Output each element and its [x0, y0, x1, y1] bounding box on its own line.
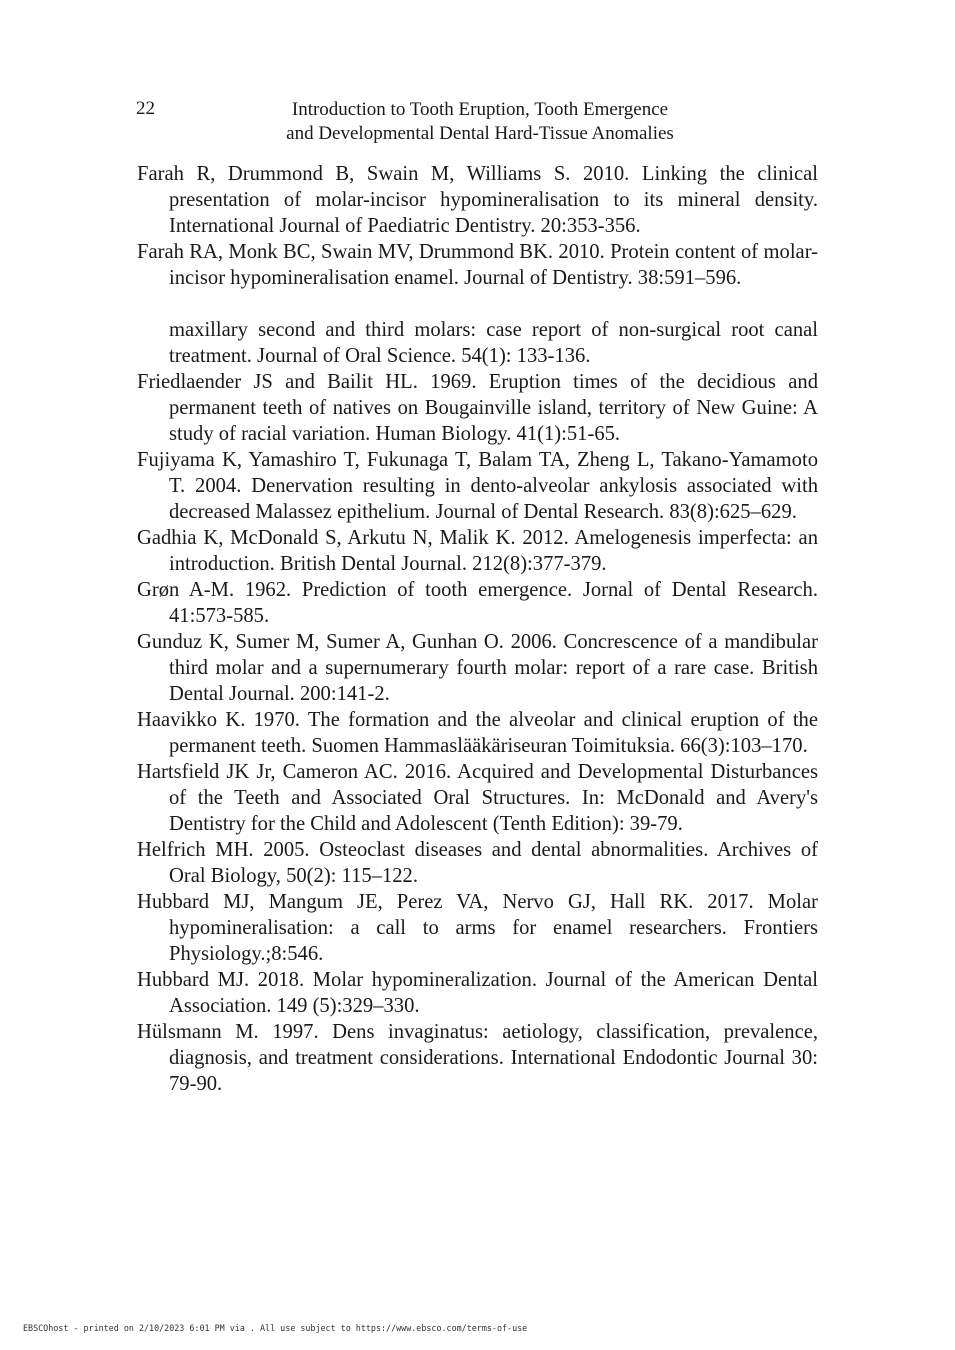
running-header-line-1: Introduction to Tooth Eruption, Tooth Emergence	[291, 99, 669, 120]
reference-entry: Gadhia K, McDonald S, Arkutu N, Malik K. 2012. Amelogenesis imperfecta: an introduction. British Dental Journal. 212(8):377-379.	[137, 527, 818, 575]
reference-entry: Helfrich MH. 2005. Osteoclast diseases and dental abnormalities. Archives of Oral Biology, 50(2): 115–122.	[137, 839, 818, 887]
reference-entry: Hartsfield JK Jr, Cameron AC. 2016. Acquired and Developmental Disturbances of the Teeth and Associated Oral Structures. In: McDonald and Avery's Dentistry for the Child and Adolescent (Tenth Edition): 39-79.	[137, 761, 818, 835]
page-number: 22	[136, 98, 155, 119]
running-header-line-2: and Developmental Dental Hard-Tissue Anomalies	[286, 123, 674, 144]
reference-list	[137, 161, 818, 1097]
reference-entry: Hubbard MJ, Mangum JE, Perez VA, Nervo GJ, Hall RK. 2017. Molar hypomineralisation: a call to arms for enamel researchers. Frontiers Physiology.;8:546.	[137, 891, 818, 965]
reference-entry: Fujiyama K, Yamashiro T, Fukunaga T, Balam TA, Zheng L, Takano-Yamamoto T. 2004. Denervation resulting in dento-alveolar ankylosis associated with decreased Malassez epithelium. Journal of Dental Research. 83(8):625–629.	[137, 449, 818, 523]
reference-entry: Grøn A-M. 1962. Prediction of tooth emergence. Jornal of Dental Research. 41:573-585.	[137, 579, 818, 627]
spacer	[137, 291, 818, 317]
reference-entry: Farah RA, Monk BC, Swain MV, Drummond BK. 2010. Protein content of molar-incisor hypomineralisation enamel. Journal of Dentistry. 38:591–596.	[137, 241, 818, 289]
reference-entry: Gunduz K, Sumer M, Sumer A, Gunhan O. 2006. Concrescence of a mandibular third molar and a supernumerary fourth molar: report of a rare case. British Dental Journal. 200:141-2.	[137, 631, 818, 705]
reference-continuation: maxillary second and third molars: case report of non-surgical root canal treatment. Journal of Oral Science. 54(1): 133-136.	[169, 319, 818, 367]
reference-entry: Hülsmann M. 1997. Dens invaginatus: aetiology, classification, prevalence, diagnosis, and treatment considerations. International Endodontic Journal 30: 79-90.	[137, 1021, 818, 1095]
running-header	[220, 98, 740, 146]
reference-entry: Farah R, Drummond B, Swain M, Williams S. 2010. Linking the clinical presentation of molar-incisor hypomineralisation to its mineral density. International Journal of Paediatric Dentistry. 20:353-356.	[137, 163, 818, 237]
reference-entry: Friedlaender JS and Bailit HL. 1969. Eruption times of the decidious and permanent teeth of natives on Bougainville island, territory of New Guine: A study of racial variation. Human Biology. 41(1):51-65.	[137, 371, 818, 445]
reference-entry: Haavikko K. 1970. The formation and the alveolar and clinical eruption of the permanent teeth. Suomen Hammaslääkäriseuran Toimituksia. 66(3):103–170.	[137, 709, 818, 757]
reference-entry: Hubbard MJ. 2018. Molar hypomineralization. Journal of the American Dental Association. 149 (5):329–330.	[137, 969, 818, 1017]
ebsco-footer: EBSCOhost - printed on 2/10/2023 6:01 PM via . All use subject to https://www.ebsco.com/terms-of-use	[23, 1323, 528, 1333]
